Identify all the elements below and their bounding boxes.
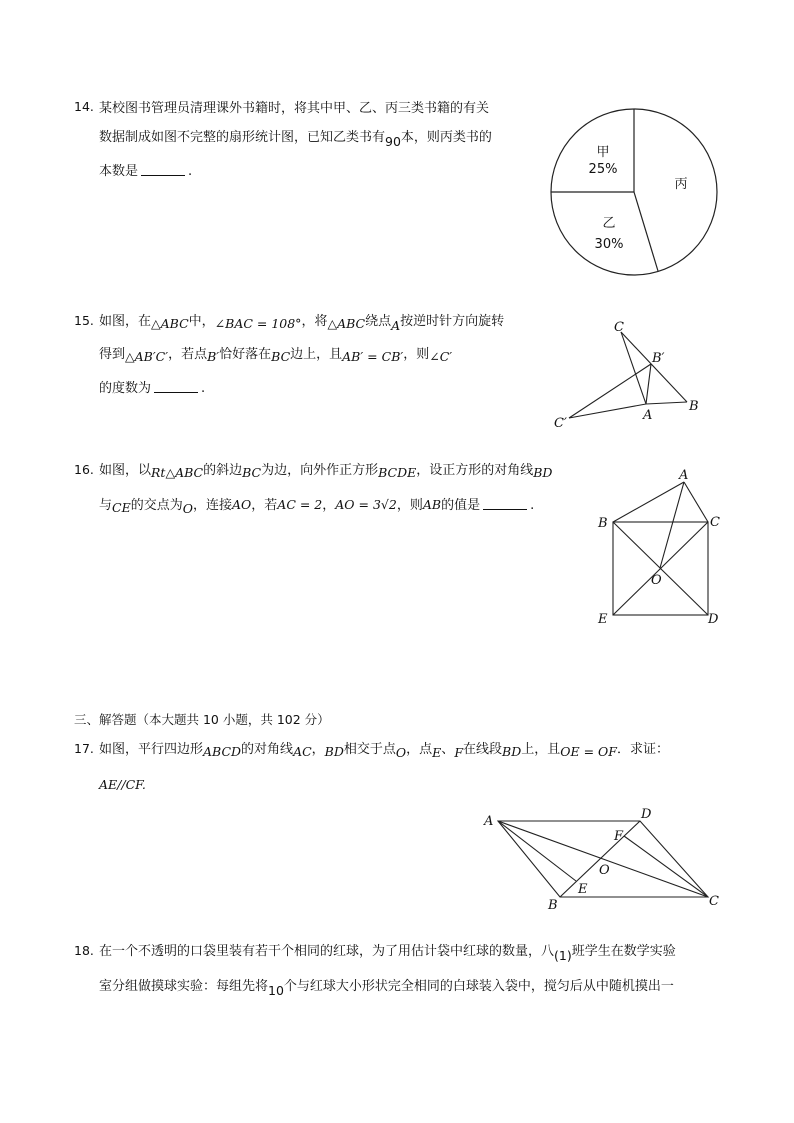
- q18-line2: [99, 975, 674, 998]
- q17-math-point: F: [454, 745, 463, 760]
- q15-line3: [99, 377, 205, 396]
- q17-text: ．求证：: [616, 742, 669, 757]
- q14-line2-text-a: 数据制成如图不完整的扇形统计图，已知乙类书有: [99, 130, 386, 145]
- q16-text: ，: [322, 498, 336, 513]
- q14-count: 90: [385, 134, 401, 149]
- q15-math-equation: AB′ = CB′: [342, 349, 404, 364]
- q15-text: 边上，且: [290, 347, 343, 362]
- diagonal-BD: [560, 821, 640, 897]
- q16-period: .: [530, 498, 535, 513]
- q17-text: 如图，平行四边形: [99, 742, 204, 757]
- q18-count: 10: [268, 983, 284, 998]
- q17-text: 的对角线: [241, 742, 294, 757]
- q15-math-triangle: △ABC: [151, 316, 189, 331]
- label-D: D: [641, 807, 652, 822]
- q17-math-segment: BD: [502, 744, 522, 759]
- q16-math-triangle: Rt△ABC: [151, 465, 204, 480]
- label-F: F: [614, 829, 624, 844]
- pie-divider-bottom: [634, 192, 658, 271]
- answer-blank[interactable]: [141, 163, 185, 176]
- q16-text: 为边，向外作正方形: [261, 463, 379, 478]
- label-A: A: [679, 468, 689, 483]
- q14-line3-text: 本数是: [99, 164, 139, 179]
- diagonal-CE: [613, 522, 708, 615]
- segment-CB: [621, 332, 687, 402]
- segment-C-prime-B-prime: [569, 364, 651, 418]
- q15-math-triangle: △AB′C′: [125, 349, 169, 364]
- answer-blank[interactable]: [154, 380, 198, 393]
- q17-text: ，: [311, 742, 325, 757]
- q16-math-segment: BD: [533, 465, 553, 480]
- pie-value-jia: 25%: [588, 162, 618, 177]
- label-A: A: [643, 408, 653, 423]
- q17-line2: AE//CF.: [99, 777, 146, 792]
- q16-math-segment: AB: [422, 497, 442, 512]
- label-B: B: [689, 399, 699, 414]
- q16-text: ，则: [396, 498, 423, 513]
- q15-line1: [99, 310, 505, 333]
- q16-text: ，设正方形的对角线: [416, 463, 534, 478]
- q16-math-segment: AO: [232, 497, 252, 512]
- q15-period: .: [201, 381, 206, 396]
- square-BCDE: [613, 522, 708, 615]
- q17-text: 在线段: [463, 742, 503, 757]
- q16-text: 如图，以: [99, 463, 152, 478]
- answer-blank[interactable]: [483, 497, 527, 510]
- q17-math-segment: AC: [293, 744, 312, 759]
- q16-math-equation: AC = 2: [277, 497, 323, 512]
- label-O: O: [651, 573, 662, 588]
- q16-text: 与: [99, 498, 113, 513]
- q17-math-point: O: [395, 745, 407, 760]
- q16-number: 16.: [74, 462, 94, 477]
- q18-text: 室分组做摸球实验：每组先将: [99, 979, 269, 994]
- q15-math-point: A: [391, 318, 401, 333]
- q16-text: 的斜边: [203, 463, 243, 478]
- q17-text: 上，且: [521, 742, 561, 757]
- q15-text: ，若点: [168, 347, 208, 362]
- q16-text: 的值是: [441, 498, 481, 513]
- q14-number: 14.: [74, 99, 94, 114]
- q17-line1: [99, 738, 669, 760]
- q16-math-square: BCDE: [378, 465, 417, 480]
- section-heading: 三、解答题（本大题共 10 小题，共 102 分）: [74, 712, 330, 727]
- q17-math-parallelogram: ABCD: [203, 744, 242, 759]
- q15-text: 如图，在: [99, 314, 152, 329]
- label-E: E: [578, 882, 588, 897]
- q15-text: ，则: [403, 347, 430, 362]
- q15-math-angle: ∠C′: [429, 349, 453, 364]
- pie-outline: [551, 109, 717, 275]
- segment-AO: [660, 482, 684, 568]
- label-B: B: [548, 898, 558, 913]
- segment-AC: [684, 482, 708, 522]
- q15-text: 的度数为: [99, 381, 152, 396]
- label-E: E: [598, 612, 608, 627]
- q15-text: ，将: [301, 314, 328, 329]
- q15-text: 按逆时针方向旋转: [400, 314, 505, 329]
- segment-AB-prime: [646, 364, 651, 404]
- q15-line2: [99, 343, 452, 362]
- segment-CF: [624, 836, 708, 897]
- q17-math-segment: BD: [324, 744, 344, 759]
- parallelogram-ABCD: [498, 821, 708, 897]
- q18-text: 班学生在数学实验: [571, 944, 676, 959]
- q14-line2-text-c: 本，则丙类书的: [400, 130, 492, 145]
- label-C-prime: C′: [554, 416, 567, 431]
- label-C: C: [614, 320, 624, 335]
- q17-text: ，点: [406, 742, 433, 757]
- q17-text: 相交于点: [343, 742, 396, 757]
- label-B-prime: B′: [652, 351, 665, 366]
- segment-AB: [646, 402, 687, 404]
- q18-text: 在一个不透明的口袋里装有若干个相同的红球，为了用估计袋中红球的数量，八: [99, 944, 555, 959]
- q14-line3: [99, 160, 192, 179]
- segment-C-prime-A: [569, 404, 646, 418]
- q18-class: (1): [554, 948, 572, 963]
- pie-value-yi: 30%: [594, 237, 624, 252]
- q15-text: 中，: [188, 314, 215, 329]
- q16-math-point: O: [182, 501, 193, 516]
- q15-number: 15.: [74, 313, 94, 328]
- q16-line2: [99, 494, 535, 516]
- q16-text: ，若: [251, 498, 278, 513]
- q14-line2: [99, 126, 492, 149]
- q16-math-equation: AO = 3√2: [335, 497, 397, 512]
- pie-label-yi: 乙: [602, 216, 616, 231]
- q16-text: ，连接: [192, 498, 232, 513]
- q14-line1: 某校图书管理员清理课外书籍时，将其中甲、乙、丙三类书籍的有关: [99, 101, 490, 116]
- q18-text: 个与红球大小形状完全相同的白球装入袋中，搅匀后从中随机摸出一: [283, 979, 674, 994]
- q15-math-triangle: △ABC: [327, 316, 366, 331]
- q15-math-angle: ∠BAC = 108°: [214, 316, 302, 331]
- q17-text: 、: [441, 742, 455, 757]
- q16-line1: [99, 459, 552, 478]
- q15-text: 得到: [99, 347, 126, 362]
- q15-text: 恰好落在: [219, 347, 272, 362]
- q15-text: 绕点: [365, 314, 392, 329]
- q18-number: 18.: [74, 943, 94, 958]
- label-C: C: [709, 894, 719, 909]
- q17-math-equation: OE = OF: [560, 744, 617, 759]
- label-A: A: [484, 814, 494, 829]
- segment-AE: [498, 821, 576, 881]
- segment-AB: [613, 482, 684, 522]
- q15-math-point: B′: [207, 349, 220, 364]
- q16-math-segment: CE: [112, 500, 131, 515]
- q16-text: 的交点为: [130, 498, 183, 513]
- q17-math-point: E: [432, 745, 442, 760]
- segment-CA: [621, 332, 646, 404]
- diagonal-BD: [613, 522, 708, 615]
- diagonal-AC: [498, 821, 708, 897]
- pie-label-jia: 甲: [596, 145, 610, 160]
- q16-math-segment: BC: [242, 465, 262, 480]
- q18-line1: [99, 940, 676, 963]
- q17-number: 17.: [74, 741, 94, 756]
- label-D: D: [708, 612, 719, 627]
- pie-label-bing: 丙: [674, 177, 688, 192]
- label-O: O: [599, 863, 610, 878]
- label-B: B: [598, 516, 608, 531]
- q15-math-segment: BC: [271, 349, 291, 364]
- q14-period: .: [188, 164, 193, 179]
- label-C: C: [710, 515, 720, 530]
